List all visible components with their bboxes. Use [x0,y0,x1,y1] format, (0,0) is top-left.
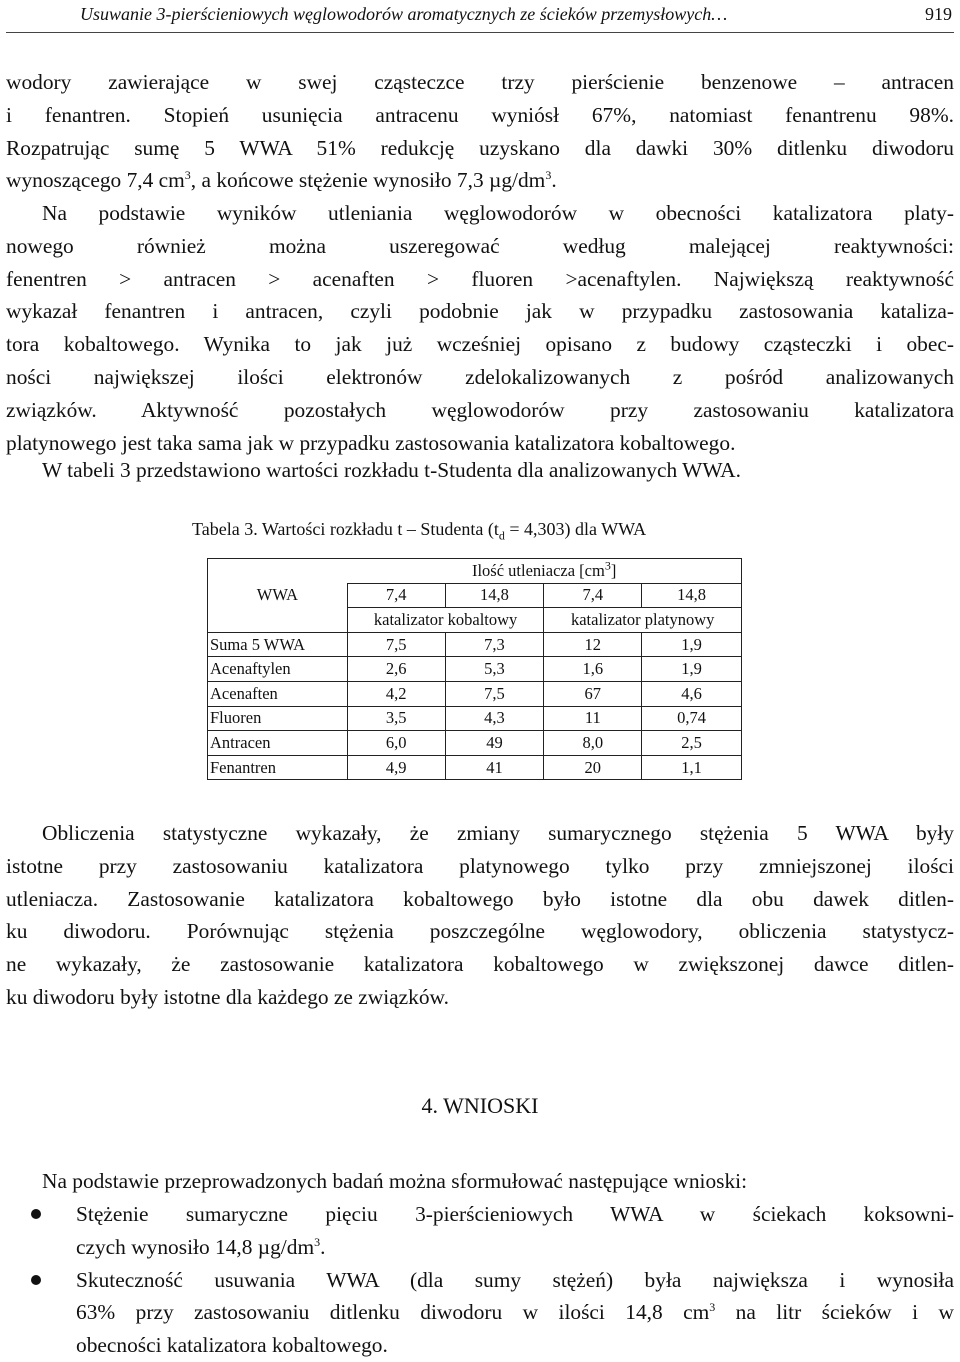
text-line: obecności katalizatora kobaltowego. [76,1333,388,1358]
table-row [208,755,742,780]
table-header-dose-value: 14,8 [642,583,742,608]
list-item [6,1198,954,1264]
section-heading: 4. WNIOSKI [421,1093,539,1118]
table-cell: 4,6 [642,681,742,706]
table-header-dose-value: 7,4 [544,583,642,608]
list-item [6,1264,954,1362]
table-cell: 4,2 [347,681,445,706]
table-header-catalyst: katalizator platynowy [544,608,742,633]
text-line: 63% przy zastosowaniu ditlenku diwodoru w ilości 14,8 $cm^3$ na litr ścieków i w [76,1300,954,1325]
text-line: Na podstawie przeprowadzonych badań można sformułować następujące wnioski: [42,1169,748,1193]
conclusions-intro [6,1165,954,1198]
table-cell: 1,9 [642,632,742,657]
table-cell: 67 [544,681,642,706]
text-line: wodory zawierające w swej cząsteczce trzy pierścienie benzenowe – antracen [6,70,954,94]
table-cell: 1,6 [544,657,642,682]
text-line: ku diwodoru były istotne dla każdego ze związków. [6,984,449,1009]
table-row-label: Fenantren [208,755,348,780]
table-cell: 1,9 [642,657,742,682]
table-row-label: Suma 5 WWA [208,632,348,657]
table-header-wwa: WWA [208,583,348,608]
text-line: fenentren > antracen > acenaften > fluoren >acenaftylen. Największą reaktywność [6,266,954,291]
running-header [6,0,954,33]
table-caption: Tabela 3. Wartości rozkładu t – Studenta $(t_d = 4,303)$ dla WWA [192,519,647,543]
text-line: i fenantren. Stopień usunięcia antracenu wyniósł 67%, natomiast fenantrenu 98%. [6,102,954,127]
table-cell: 8,0 [544,731,642,756]
table-cell: 7,5 [347,632,445,657]
table-cell: 5,3 [445,657,544,682]
table-cell: 2,5 [642,731,742,756]
text-line: tora kobaltowego. Wynika to jak już wcześniej opisano z budowy cząsteczki i obec- [6,332,954,357]
table-cell: 7,5 [445,681,544,706]
text-line: utleniacza. Zastosowanie katalizatora kobaltowego było istotne dla obu dawek ditlen- [6,886,954,911]
running-title: Usuwanie 3-pierścieniowych węglowodorów aromatycznych ze ścieków przemysłowych… [80,4,728,24]
bullet-icon [31,1275,41,1285]
table-row-label: Acenaftylen [208,657,348,682]
table-cell: 12 [544,632,642,657]
table-row [208,657,742,682]
table-row-label: Fluoren [208,706,348,731]
table-cell: 1,1 [642,755,742,780]
paragraph-4 [6,817,954,1014]
text-line: ne wykazały, że zastosowanie katalizatora kobaltowego w zwiększonej dawce ditlen- [6,952,954,977]
table-cell: 4,3 [445,706,544,731]
table-cell: 3,5 [347,706,445,731]
table-row [208,632,742,657]
table-row-label: Acenaften [208,681,348,706]
table-corner [208,559,348,584]
paragraph-2 [6,197,954,459]
text-line: nowego również można uszeregować według malejącej reaktywności: [6,233,954,258]
paragraph-1 [6,66,954,197]
text-line: istotne przy zastosowaniu katalizatora platynowego tylko przy zmniejszonej ilości [6,853,954,878]
paragraph-3 [6,454,954,487]
table-cell: 0,74 [642,706,742,731]
text-line: ności największej ilości elektronów zdelokalizowanych z pośród analizowanych [6,364,954,389]
text-line: Na podstawie wyników utleniania węglowodorów w obecności katalizatora platy- [42,201,954,225]
text-line: czych wynosiło 14,8 $\mu g/dm^3$. [76,1234,326,1259]
table-cell: 41 [445,755,544,780]
table-header-dose-value: 14,8 [445,583,544,608]
text-line: Stężenie sumaryczne pięciu 3-pierścieniowych WWA w ściekach koksowni- [76,1202,954,1226]
text-line: wykazał fenantren i antracen, czyli podobnie jak w przypadku zastosowania kataliza- [6,299,954,324]
table-row [208,681,742,706]
table-row-label: Antracen [208,731,348,756]
text-line: ku diwodoru. Porównując stężenia poszczególne węglowodory, obliczenia statystycz- [6,919,954,944]
text-line: związków. Aktywność pozostałych węglowodorów przy zastosowaniu katalizatora [6,397,954,422]
table-cell: 2,6 [347,657,445,682]
text-line: W tabeli 3 przedstawiono wartości rozkładu t-Studenta dla analizowanych WWA. [42,458,741,482]
table-cell: 20 [544,755,642,780]
table-header-dose: Ilość utleniacza $[cm^3]$ [347,559,741,584]
bullet-icon [31,1209,41,1219]
table-cell: 7,3 [445,632,544,657]
text-line: wynoszącego 7,4 $cm^3$, a końcowe stężenie wynosiło 7,3 $\mu g/dm^3$. [6,168,557,193]
table-cell: 11 [544,706,642,731]
table-cell: 49 [445,731,544,756]
text-line: Skuteczność usuwania WWA (dla sumy stężeń) była największa i wynosiła [76,1267,954,1292]
table-cell: 6,0 [347,731,445,756]
table-row [208,731,742,756]
table-row [208,706,742,731]
table-corner [208,608,348,633]
page-number: 919 [925,4,952,24]
text-line: platynowego jest taka sama jak w przypadku zastosowania katalizatora kobaltowego. [6,430,736,455]
results-table [207,558,742,780]
text-line: Rozpatrując sumę 5 WWA 51% redukcję uzyskano dla dawki 30% ditlenku diwodoru [6,135,954,160]
text-line: Obliczenia statystyczne wykazały, że zmiany sumarycznego stężenia 5 WWA były [42,821,954,845]
conclusions-list [6,1198,954,1362]
table-header-dose-value: 7,4 [347,583,445,608]
table-cell: 4,9 [347,755,445,780]
table-header-catalyst: katalizator kobaltowy [347,608,544,633]
